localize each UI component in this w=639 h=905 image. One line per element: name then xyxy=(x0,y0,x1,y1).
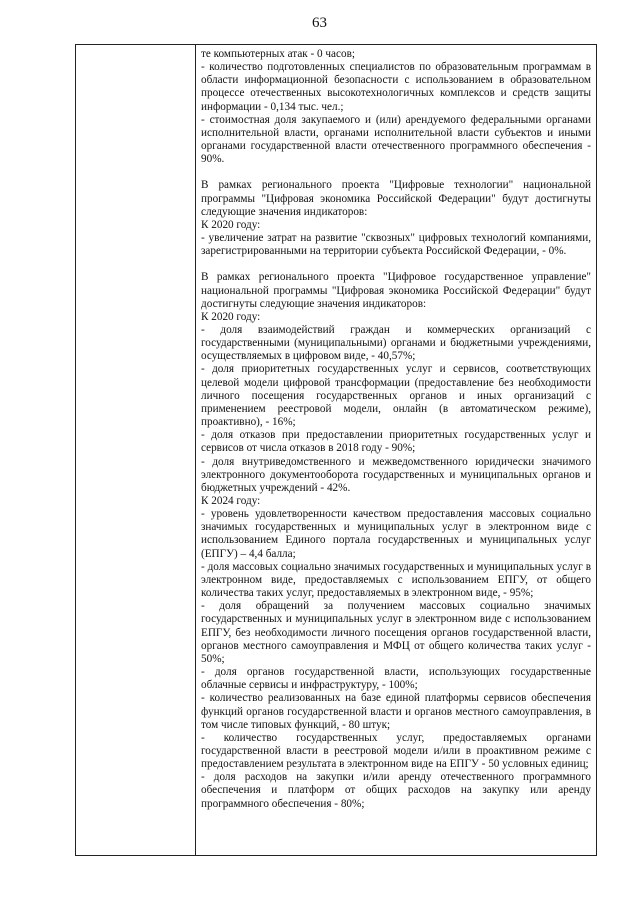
paragraph: - доля приоритетных государственных услуг и сервисов, соответствующих целевой модели цифровой трансформации (предоставление без необходимости личного посещения государственных органов и иных организаций с применением реестровой модели, онлайн (в автоматическом режиме), проактивно), - 16%; xyxy=(201,363,591,429)
paragraph: - доля взаимодействий граждан и коммерческих организаций с государственными (муниципальными) органами и бюджетными учреждениями, осуществляемых в цифровом виде, - 40,57%; xyxy=(201,323,591,363)
page-number: 63 xyxy=(312,15,327,31)
paragraph: В рамках регионального проекта "Цифровое государственное управление" национальной программы "Цифровая экономика Российской Федерации" будут достигнуты следующие значения индикаторов: xyxy=(201,271,591,310)
table-left-column xyxy=(76,45,196,855)
paragraph: К 2020 году: xyxy=(201,310,261,323)
paragraph: - увеличение затрат на развитие "сквозных" цифровых технологий компаниями, зарегистрированными на территории субъекта Российской Федерации, - 0%. xyxy=(201,232,591,258)
paragraph: те компьютерных атак - 0 часов; xyxy=(201,48,355,60)
paragraph: - стоимостная доля закупаемого и (или) арендуемого федеральными органами исполнительной власти, органами исполнительной власти субъектов и иными органами государственной власти отечественного программного обеспечения - 90%. xyxy=(201,113,591,166)
paragraph: - количество подготовленных специалистов по образовательным программам в области информационной безопасности с использованием в образовательном процессе отечественных высокотехнологичных комплексов и средств защиты информации - 0,134 тыс. чел.; xyxy=(201,61,591,113)
table-right-column xyxy=(196,45,596,855)
paragraph: К 2024 году: xyxy=(201,495,261,507)
paragraph: - уровень удовлетворенности качеством предоставления массовых социально значимых государственных и муниципальных услуг в электронном виде с использованием Единого портала государственных и муниципальных услуг (ЕПГУ) – 4,4 балла; xyxy=(201,508,591,560)
paragraph: - количество реализованных на базе единой платформы сервисов обеспечения функций органов государственной власти и органов местного самоуправления, в том числе типовых функций, - 80 штук; xyxy=(201,692,591,731)
paragraph: - доля обращений за получением массовых социально значимых государственных и муниципальных услуг в электронном виде с использованием ЕПГУ, без необходимости личного посещения органов государственной власти, органов местного самоуправления и МФЦ от общего количества таких услуг - 50%; xyxy=(201,600,591,665)
paragraph-gap xyxy=(201,166,591,179)
document-table xyxy=(75,44,597,856)
paragraph: - доля внутриведомственного и межведомственного юридически значимого электронного документооборота государственных и муниципальных органов и бюджетных учреждений - 42%. xyxy=(201,455,591,494)
paragraph: - доля органов государственной власти, использующих государственные облачные сервисы и инфраструктуру, - 100%; xyxy=(201,666,591,692)
paragraph: К 2020 году: xyxy=(201,218,261,231)
paragraph: В рамках регионального проекта "Цифровые технологии" национальной программы "Цифровая экономика Российской Федерации" будут достигнуты следующие значения индикаторов: xyxy=(201,179,591,218)
paragraph-gap xyxy=(201,258,591,271)
paragraph: - доля массовых социально значимых государственных и муниципальных услуг в электронном виде, предоставляемых с использованием ЕПГУ, от общего количества таких услуг, предоставляемых в электронном виде, - 95%; xyxy=(201,560,591,600)
paragraph: - количество государственных услуг, предоставляемых органами государственной власти в реестровой модели и/или в проактивном режиме с предоставлением результата в электронном виде на ЕПГУ - 50 условных единиц; xyxy=(201,731,591,771)
paragraph: - доля отказов при предоставлении приоритетных государственных услуг и сервисов от числа отказов в 2018 году - 90%; xyxy=(201,429,591,455)
paragraph: - доля расходов на закупки и/или аренду отечественного программного обеспечения и платформ от общих расходов на закупку или аренду программного обеспечения - 80%; xyxy=(201,771,591,810)
